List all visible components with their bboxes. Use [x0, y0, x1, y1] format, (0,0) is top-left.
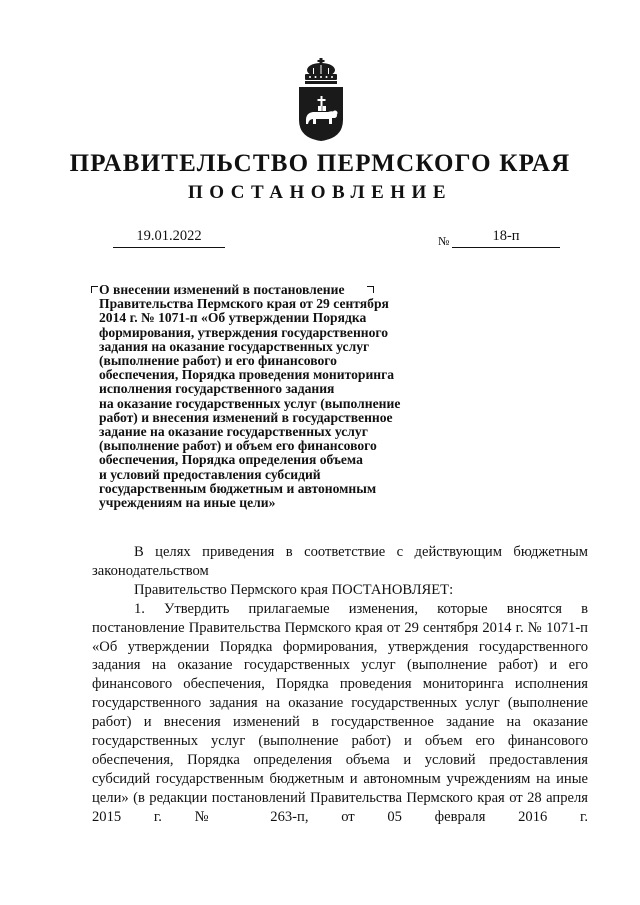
- government-title: ПРАВИТЕЛЬСТВО ПЕРМСКОГО КРАЯ: [69, 150, 571, 177]
- subject-line: работ) и внесения изменений в государственное: [99, 409, 393, 425]
- document-body: [92, 543, 588, 827]
- subject-line: О внесении изменений в постановление: [99, 282, 345, 297]
- subject-line: обеспечения, Порядка проведения мониторинга: [99, 367, 395, 383]
- subject-line: задания на оказание государственных услуг: [99, 338, 370, 354]
- subject-line: задание на оказание государственных услуг: [99, 424, 368, 440]
- number-label: №: [438, 234, 450, 248]
- subject-line: государственным бюджетным и автономным: [99, 480, 377, 496]
- document-number: 18-п: [452, 226, 560, 248]
- subject-line: формирования, утверждения государственного: [99, 324, 389, 340]
- subject-line: Правительства Пермского края от 29 сентября: [99, 296, 389, 312]
- subject-line: обеспечения, Порядка определения объема: [99, 452, 363, 468]
- subject-line: на оказание государственных услуг (выполнение: [99, 395, 401, 411]
- subject-line: учреждениям на иные цели»: [99, 495, 276, 511]
- body-paragraph: Правительство Пермского края ПОСТАНОВЛЯЕТ:: [134, 581, 454, 598]
- subject-line: 2014 г. № 1071-п «Об утверждении Порядка: [99, 310, 367, 326]
- subject-line: (выполнение работ) и объем его финансового: [99, 438, 377, 454]
- subject-line: (выполнение работ) и его финансового: [99, 353, 337, 369]
- subject-corner-left: [91, 286, 98, 293]
- subject-line: исполнения государственного задания: [99, 381, 335, 397]
- perm-krai-coat-of-arms-icon: [296, 58, 346, 142]
- document-date: 19.01.2022: [113, 226, 225, 248]
- document-type: ПОСТАНОВЛЕНИЕ: [187, 182, 453, 203]
- body-paragraph: В целях приведения в соответствие с действующим бюджетным законодательством: [92, 544, 588, 579]
- subject-line: и условий предоставления субсидий: [99, 466, 321, 482]
- document-subject: [99, 283, 444, 510]
- body-paragraph: 1. Утвердить прилагаемые изменения, которые вносятся в постановление Правительства Пермского края от 29 сентября 2014 г. № 1071-п «Об утверждении Порядка формирования, утверждения государственного задания на оказание государственных услуг (выполнение работ) и его финансового обеспечения, Порядка проведения мониторинга исполнения государственного задания на оказание государственных услуг (выполнение работ) и внесения изменений в государственное задание на оказание государственных услуг (выполнение работ) и объем его финансового обеспечения, Порядка определения объема и условий предоставления субсидий государственным бюджетным и автономным учреждениям на иные цели» (в редакции постановлений Правительства Пермского края от 28 апреля 2015 г. № 263-п, от 05 февраля 2016 г.: [92, 600, 588, 825]
